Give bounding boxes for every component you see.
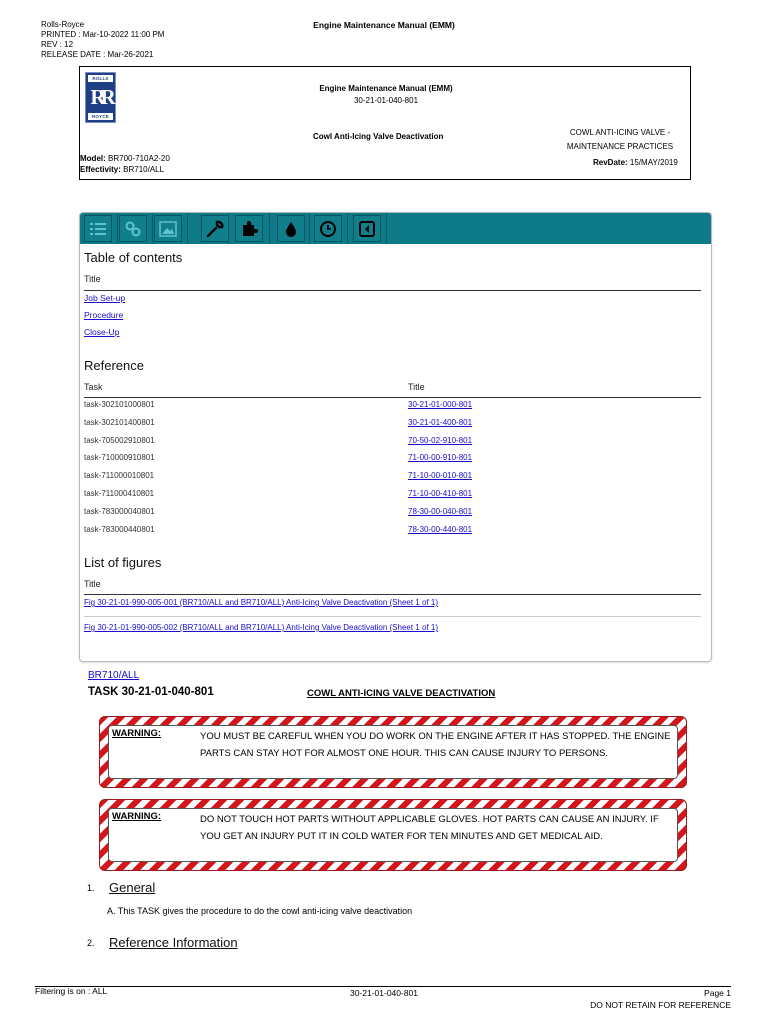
- toc-rule: [84, 290, 701, 291]
- warning-label: WARNING:: [112, 728, 162, 739]
- revdate-label: RevDate:: [593, 158, 628, 167]
- link-icon[interactable]: [119, 215, 147, 242]
- list-icon[interactable]: [84, 215, 112, 242]
- figures-title-header: Title: [84, 579, 101, 589]
- reference-task: task-710000910801: [84, 453, 155, 462]
- section-number: 1.: [87, 883, 95, 893]
- section-number: 2.: [87, 938, 95, 948]
- footer-notice: DO NOT RETAIN FOR REFERENCE: [590, 1000, 731, 1010]
- company-name: Rolls-Royce: [41, 20, 85, 29]
- reference-task: task-711000410801: [84, 489, 155, 498]
- reference-title-link[interactable]: 71-10-00-010-801: [408, 471, 473, 480]
- manual-title: Engine Maintenance Manual (EMM): [313, 20, 455, 30]
- toc-heading: Table of contents: [84, 250, 183, 265]
- puzzle-icon[interactable]: [235, 215, 263, 242]
- release-date: RELEASE DATE : Mar-26-2021: [41, 50, 154, 59]
- effectivity-row: [80, 164, 170, 175]
- model-row: [80, 153, 170, 164]
- section-title-general: General: [109, 880, 156, 895]
- clock-icon[interactable]: [314, 215, 342, 242]
- warning-box: [99, 799, 687, 871]
- footer-page: Page 1: [704, 988, 731, 998]
- section-title-reference-info: Reference Information: [109, 935, 238, 950]
- figures-rule: [84, 594, 701, 595]
- figures-divider: [84, 616, 701, 617]
- reference-task: task-783000440801: [84, 525, 155, 534]
- toc-link-job-setup[interactable]: Job Set-up: [84, 293, 126, 303]
- rev-date: [593, 158, 678, 167]
- figures-heading: List of figures: [84, 555, 162, 570]
- revdate-value: 15/MAY/2019: [627, 158, 678, 167]
- reference-title-link[interactable]: 71-00-00-910-801: [408, 453, 473, 462]
- doc-title: Engine Maintenance Manual (EMM): [319, 84, 453, 93]
- reference-title-header: Title: [408, 382, 425, 392]
- footer-code: 30-21-01-040-801: [349, 988, 419, 998]
- reference-title-link[interactable]: 71-10-00-410-801: [408, 489, 473, 498]
- document-info-box: [79, 66, 691, 180]
- model-label: Model:: [80, 154, 106, 163]
- panel-toolbar: [80, 213, 711, 244]
- wrench-icon[interactable]: [201, 215, 229, 242]
- navigation-panel: [79, 212, 712, 662]
- reference-task: task-302101400801: [84, 418, 155, 427]
- task-name: COWL ANTI-ICING VALVE DEACTIVATION: [307, 688, 496, 699]
- reference-task: task-711000010801: [84, 471, 155, 480]
- toc-link-procedure[interactable]: Procedure: [84, 310, 124, 320]
- section-general-text: A. This TASK gives the procedure to do the cowl anti-icing valve deactivation: [107, 906, 413, 916]
- logo-monogram: RR: [90, 85, 111, 109]
- reference-title-link[interactable]: 78-30-00-440-801: [408, 525, 473, 534]
- logo-bottom-text: ROYCE: [88, 113, 113, 120]
- figure-link[interactable]: Fig 30-21-01-990-005-001 (BR710/ALL and BR710/ALL) Anti-Icing Valve Deactivation (Sheet 1 of 1): [84, 598, 438, 607]
- warning-box: [99, 716, 687, 788]
- category-line-1: COWL ANTI-ICING VALVE -: [569, 128, 671, 137]
- doc-subject: Cowl Anti-Icing Valve Deactivation: [313, 132, 444, 141]
- model-effectivity: [80, 153, 170, 175]
- task-title: TASK 30-21-01-040-801: [88, 686, 214, 698]
- warning-label: WARNING:: [112, 811, 162, 822]
- toc-link-close-up[interactable]: Close-Up: [84, 327, 120, 337]
- footer-rule: [35, 986, 731, 987]
- logo-top-text: ROLLS: [88, 75, 113, 82]
- reference-heading: Reference: [84, 358, 144, 373]
- reference-rule: [84, 397, 701, 398]
- printed-date: PRINTED : Mar-10-2022 11:00 PM: [41, 30, 165, 39]
- image-icon[interactable]: [154, 215, 182, 242]
- reference-title-link[interactable]: 70-50-02-910-801: [408, 436, 473, 445]
- doc-code: 30-21-01-040-801: [353, 96, 419, 105]
- warning-text: YOU MUST BE CAREFUL WHEN YOU DO WORK ON THE ENGINE AFTER IT HAS STOPPED. THE ENGINE PARTS CAN STAY HOT FOR ALMOST ONE HOUR. THIS CAN CAUSE INJURY TO PERSONS.: [200, 731, 671, 759]
- back-icon[interactable]: [353, 215, 381, 242]
- effectivity-value: BR710/ALL: [120, 165, 165, 174]
- doc-category: [550, 126, 690, 154]
- warning-inner: [108, 808, 678, 862]
- reference-task: task-302101000801: [84, 400, 155, 409]
- effectivity-label: Effectivity:: [80, 165, 121, 174]
- toc-title-header: Title: [84, 274, 101, 284]
- reference-task: task-783000040801: [84, 507, 155, 516]
- reference-title-link[interactable]: 30-21-01-000-801: [408, 400, 473, 409]
- reference-task: task-705002910801: [84, 436, 155, 445]
- reference-task-header: Task: [84, 382, 103, 392]
- drop-icon[interactable]: [277, 215, 305, 242]
- model-value: BR700-710A2-20: [105, 154, 170, 163]
- revision: REV : 12: [41, 40, 74, 49]
- task-effectivity-link[interactable]: BR710/ALL: [88, 670, 140, 681]
- reference-title-link[interactable]: 30-21-01-400-801: [408, 418, 473, 427]
- warning-inner: [108, 725, 678, 779]
- warning-text: DO NOT TOUCH HOT PARTS WITHOUT APPLICABLE GLOVES. HOT PARTS CAN CAUSE AN INJURY. IF YOU GET AN INJURY PUT IT IN COLD WATER FOR TEN MINUTES AND GET MEDICAL AID.: [200, 814, 659, 842]
- figure-link[interactable]: Fig 30-21-01-990-005-002 (BR710/ALL and BR710/ALL) Anti-Icing Valve Deactivation (Sheet 1 of 1): [84, 623, 438, 632]
- category-line-2: MAINTENANCE PRACTICES: [566, 142, 674, 151]
- reference-title-link[interactable]: 78-30-00-040-801: [408, 507, 473, 516]
- footer-filter: Filtering is on : ALL: [35, 986, 108, 996]
